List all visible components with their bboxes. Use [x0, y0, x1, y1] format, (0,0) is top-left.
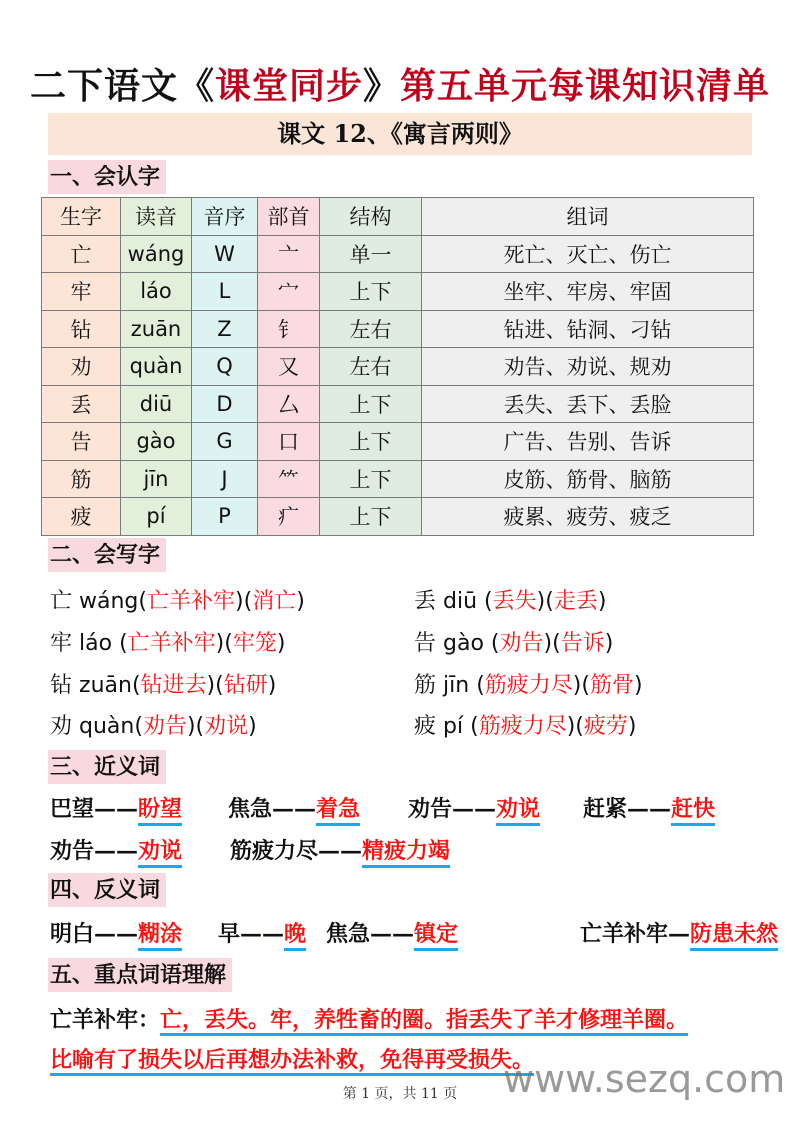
cell-radical: 宀: [258, 273, 320, 311]
cell-initial: L: [192, 273, 258, 311]
cell-initial: W: [192, 235, 258, 273]
cell-initial: Z: [192, 310, 258, 348]
definition-line-1: [50, 1003, 688, 1034]
table-row: [42, 460, 754, 498]
cell-pinyin: quàn: [121, 348, 192, 386]
cell-char: 牢: [42, 273, 121, 311]
antonym-pair: 亡羊补牢—防患未然: [580, 917, 778, 948]
write-item: 牢 láo (亡羊补牢)(牢笼): [50, 631, 286, 656]
cell-structure: 上下: [320, 423, 422, 461]
synonym-pair: 赶紧——赶快: [583, 792, 715, 823]
table-row: [42, 235, 754, 273]
synonym-pair: 劝告——劝说: [50, 834, 230, 865]
cell-pinyin: zuān: [121, 310, 192, 348]
write-item: 亡 wáng(亡羊补牢)(消亡): [50, 589, 305, 614]
cell-structure: 左右: [320, 348, 422, 386]
table-row: [42, 498, 754, 536]
watermark: www.sezq.com: [503, 1057, 786, 1101]
cell-structure: 上下: [320, 498, 422, 536]
synonym-pair: 筋疲力尽——精疲力竭: [230, 834, 450, 865]
cell-char: 丢: [42, 385, 121, 423]
antonym-pair: 明白——糊涂: [50, 917, 218, 948]
section-heading-key-words: 五、重点词语理解: [48, 958, 232, 992]
cell-char: 告: [42, 423, 121, 461]
lesson-title: 课文 12、《寓言两则》: [48, 113, 752, 155]
cell-char: 钻: [42, 310, 121, 348]
cell-words: 疲累、疲劳、疲乏: [422, 498, 754, 536]
cell-words: 皮筋、筋骨、脑筋: [422, 460, 754, 498]
cell-pinyin: pí: [121, 498, 192, 536]
header-cell: 部首: [258, 198, 320, 236]
character-table: [41, 197, 754, 536]
cell-words: 丢失、丢下、丢脸: [422, 385, 754, 423]
cell-structure: 上下: [320, 385, 422, 423]
cell-initial: Q: [192, 348, 258, 386]
section-heading-recognize: 一、会认字: [48, 160, 166, 194]
cell-pinyin: wáng: [121, 235, 192, 273]
cell-pinyin: diū: [121, 385, 192, 423]
cell-char: 筋: [42, 460, 121, 498]
header-cell: 组词: [422, 198, 754, 236]
cell-initial: J: [192, 460, 258, 498]
cell-words: 死亡、灭亡、伤亡: [422, 235, 754, 273]
cell-structure: 左右: [320, 310, 422, 348]
definition-term: 亡羊补牢：: [50, 1007, 161, 1033]
section-heading-antonyms: 四、反义词: [48, 873, 166, 907]
cell-structure: 上下: [320, 273, 422, 311]
cell-structure: 上下: [320, 460, 422, 498]
cell-radical: 亠: [258, 235, 320, 273]
section-heading-synonyms: 三、近义词: [48, 750, 166, 784]
write-item: 钻 zuān(钻进去)(钻研): [50, 673, 277, 698]
cell-words: 坐牢、牢房、牢固: [422, 273, 754, 311]
table-row: [42, 310, 754, 348]
antonym-pair: 早——晚: [218, 917, 326, 948]
cell-radical: 疒: [258, 498, 320, 536]
table-row: [42, 423, 754, 461]
cell-radical: 又: [258, 348, 320, 386]
cell-pinyin: gào: [121, 423, 192, 461]
definition-text: 比喻有了损失以后再想办法补救，免得再受损失。: [50, 1047, 534, 1076]
cell-radical: 钅: [258, 310, 320, 348]
table-row: [42, 273, 754, 311]
write-item: 筋 jīn (筋疲力尽)(筋骨): [414, 673, 643, 698]
cell-initial: D: [192, 385, 258, 423]
cell-initial: G: [192, 423, 258, 461]
cell-radical: ⺮: [258, 460, 320, 498]
cell-pinyin: jīn: [121, 460, 192, 498]
cell-pinyin: láo: [121, 273, 192, 311]
write-item: 告 gào (劝告)(告诉): [414, 631, 614, 656]
cell-words: 广告、告别、告诉: [422, 423, 754, 461]
header-cell: 生字: [42, 198, 121, 236]
cell-radical: 口: [258, 423, 320, 461]
definition-text: 亡，丢失。牢，养牲畜的圈。指丢失了羊才修理羊圈。: [160, 1007, 688, 1036]
header-cell: 读音: [121, 198, 192, 236]
cell-words: 钻进、钻洞、刁钻: [422, 310, 754, 348]
synonym-pair: 劝告——劝说: [408, 792, 583, 823]
table-header-row: [42, 198, 754, 236]
cell-initial: P: [192, 498, 258, 536]
write-item: 疲 pí (筋疲力尽)(疲劳): [414, 714, 637, 739]
section-heading-write: 二、会写字: [48, 538, 166, 572]
synonym-pair: 巴望——盼望: [50, 792, 228, 823]
definition-line-2: [50, 1043, 534, 1074]
antonym-line: [50, 917, 778, 948]
cell-structure: 单一: [320, 235, 422, 273]
table-row: [42, 385, 754, 423]
cell-char: 亡: [42, 235, 121, 273]
synonym-pair: 焦急——着急: [228, 792, 408, 823]
cell-char: 劝: [42, 348, 121, 386]
antonym-pair: 焦急——镇定: [326, 917, 580, 948]
cell-char: 疲: [42, 498, 121, 536]
cell-words: 劝告、劝说、规劝: [422, 348, 754, 386]
table-row: [42, 348, 754, 386]
synonym-line-1: [50, 792, 715, 823]
page-footer: 第 1 页，共 11 页: [342, 1086, 458, 1102]
header-cell: 结构: [320, 198, 422, 236]
write-item: 丢 diū (丢失)(走丢): [414, 589, 607, 614]
header-cell: 音序: [192, 198, 258, 236]
synonym-line-2: [50, 834, 450, 865]
write-item: 劝 quàn(劝告)(劝说): [50, 714, 257, 739]
cell-radical: 厶: [258, 385, 320, 423]
page-title: 二下语文《课堂同步》第五单元每课知识清单: [29, 65, 771, 107]
